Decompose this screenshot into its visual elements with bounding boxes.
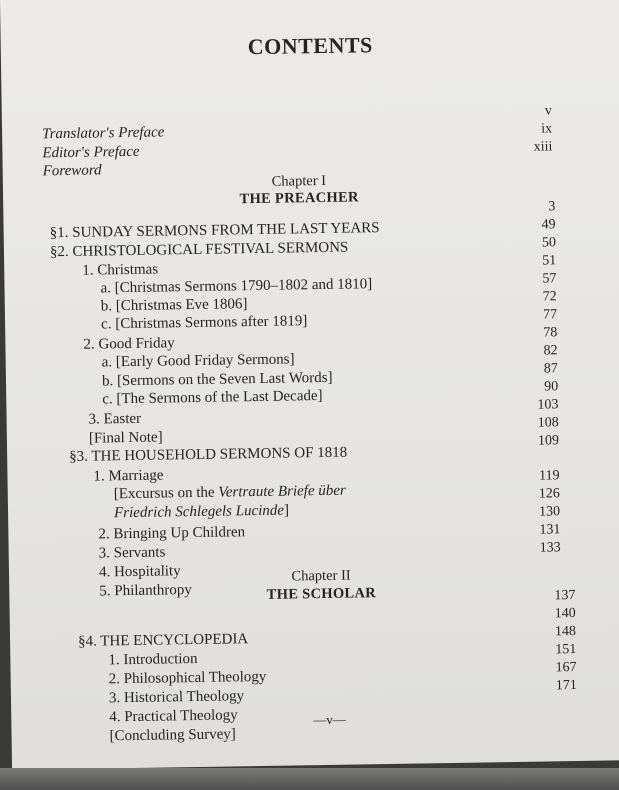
toc-label: 1. Marriage	[93, 467, 164, 485]
toc-label: c. [Christmas Sermons after 1819]	[100, 313, 308, 333]
toc-page: 167	[555, 660, 577, 676]
toc-page: 78	[543, 325, 558, 341]
toc-label: Editor's Preface	[42, 143, 140, 162]
toc-page: 148	[554, 624, 577, 640]
chapter-number: Chapter II	[291, 567, 351, 585]
toc-label: 3. Historical Theology	[108, 688, 245, 707]
page-edge-shadow	[0, 768, 619, 790]
chapter-title: THE PREACHER	[239, 189, 359, 208]
toc-page: 49	[541, 217, 556, 233]
excursus-prefix: [Excursus on the	[113, 484, 219, 503]
toc-page: v	[544, 103, 552, 119]
page-title: CONTENTS	[247, 32, 373, 60]
page-folio: —v—	[313, 711, 346, 728]
toc-page: 133	[539, 540, 561, 556]
toc-page: 72	[542, 289, 557, 305]
toc-label: 2. Philosophical Theology	[108, 668, 267, 688]
toc-page: 109	[537, 433, 560, 449]
toc-label: 1. Introduction	[108, 650, 198, 669]
excursus-title-part1: Vertraute Briefe über	[218, 482, 346, 501]
toc-label: 2. Good Friday	[83, 335, 175, 353]
toc-page: 137	[554, 588, 576, 604]
toc-page: ix	[541, 121, 553, 137]
toc-page: 171	[555, 678, 577, 694]
toc-label: Foreword	[42, 162, 102, 180]
toc-label-excursus-line1	[114, 483, 346, 504]
toc-label: §4. THE ENCYCLOPEDIA	[77, 631, 249, 650]
toc-page: 87	[543, 361, 558, 377]
toc-page: 119	[538, 468, 560, 484]
toc-page: 151	[555, 642, 577, 658]
toc-label: c. [The Sermons of the Last Decade]	[102, 387, 323, 408]
toc-page: 131	[539, 522, 561, 538]
toc-label: 3. Easter	[88, 410, 142, 428]
toc-label: [Final Note]	[88, 429, 163, 447]
toc-label: 5. Philanthropy	[99, 582, 192, 600]
toc-label: 3. Servants	[98, 544, 166, 562]
toc-label: 2. Bringing Up Children	[98, 524, 246, 543]
excursus-suffix: ]	[283, 502, 290, 519]
toc-label-excursus-line2	[114, 503, 289, 523]
toc-page: 140	[554, 606, 576, 622]
toc-label: [Concluding Survey]	[109, 726, 236, 745]
toc-label: 1. Christmas	[82, 261, 159, 279]
toc-page: 90	[544, 379, 559, 395]
toc-label: §3. THE HOUSEHOLD SERMONS OF 1818	[69, 444, 348, 465]
toc-label: b. [Sermons on the Seven Last Words]	[101, 369, 333, 390]
chapter-title: THE SCHOLAR	[266, 585, 377, 603]
toc-label: b. [Christmas Eve 1806]	[100, 296, 248, 315]
toc-label: 4. Hospitality	[98, 563, 181, 581]
toc-page: 103	[537, 397, 559, 413]
chapter-number: Chapter I	[271, 172, 327, 190]
toc-page: 57	[542, 271, 557, 287]
toc-label: 4. Practical Theology	[109, 707, 238, 726]
toc-page: 3	[548, 199, 556, 215]
toc-page: xiii	[533, 139, 553, 155]
toc-page: 50	[541, 235, 557, 251]
toc-page: 130	[538, 504, 561, 520]
toc-page: 51	[542, 253, 557, 269]
excursus-title-part2: Friedrich Schlegels Lucinde	[113, 502, 285, 522]
toc-label: a. [Christmas Sermons 1790–1802 and 1810]	[100, 276, 373, 297]
toc-label: §1. SUNDAY SERMONS FROM THE LAST YEARS	[49, 220, 380, 242]
toc-label: Translator's Preface	[41, 124, 165, 143]
toc-label: a. [Early Good Friday Sermons]	[101, 351, 295, 371]
toc-page: 108	[537, 415, 559, 431]
toc-page: 126	[538, 486, 560, 502]
toc-page: 77	[542, 307, 558, 323]
toc-label: §2. CHRISTOLOGICAL FESTIVAL SERMONS	[49, 239, 349, 261]
toc-page: 82	[543, 343, 558, 359]
